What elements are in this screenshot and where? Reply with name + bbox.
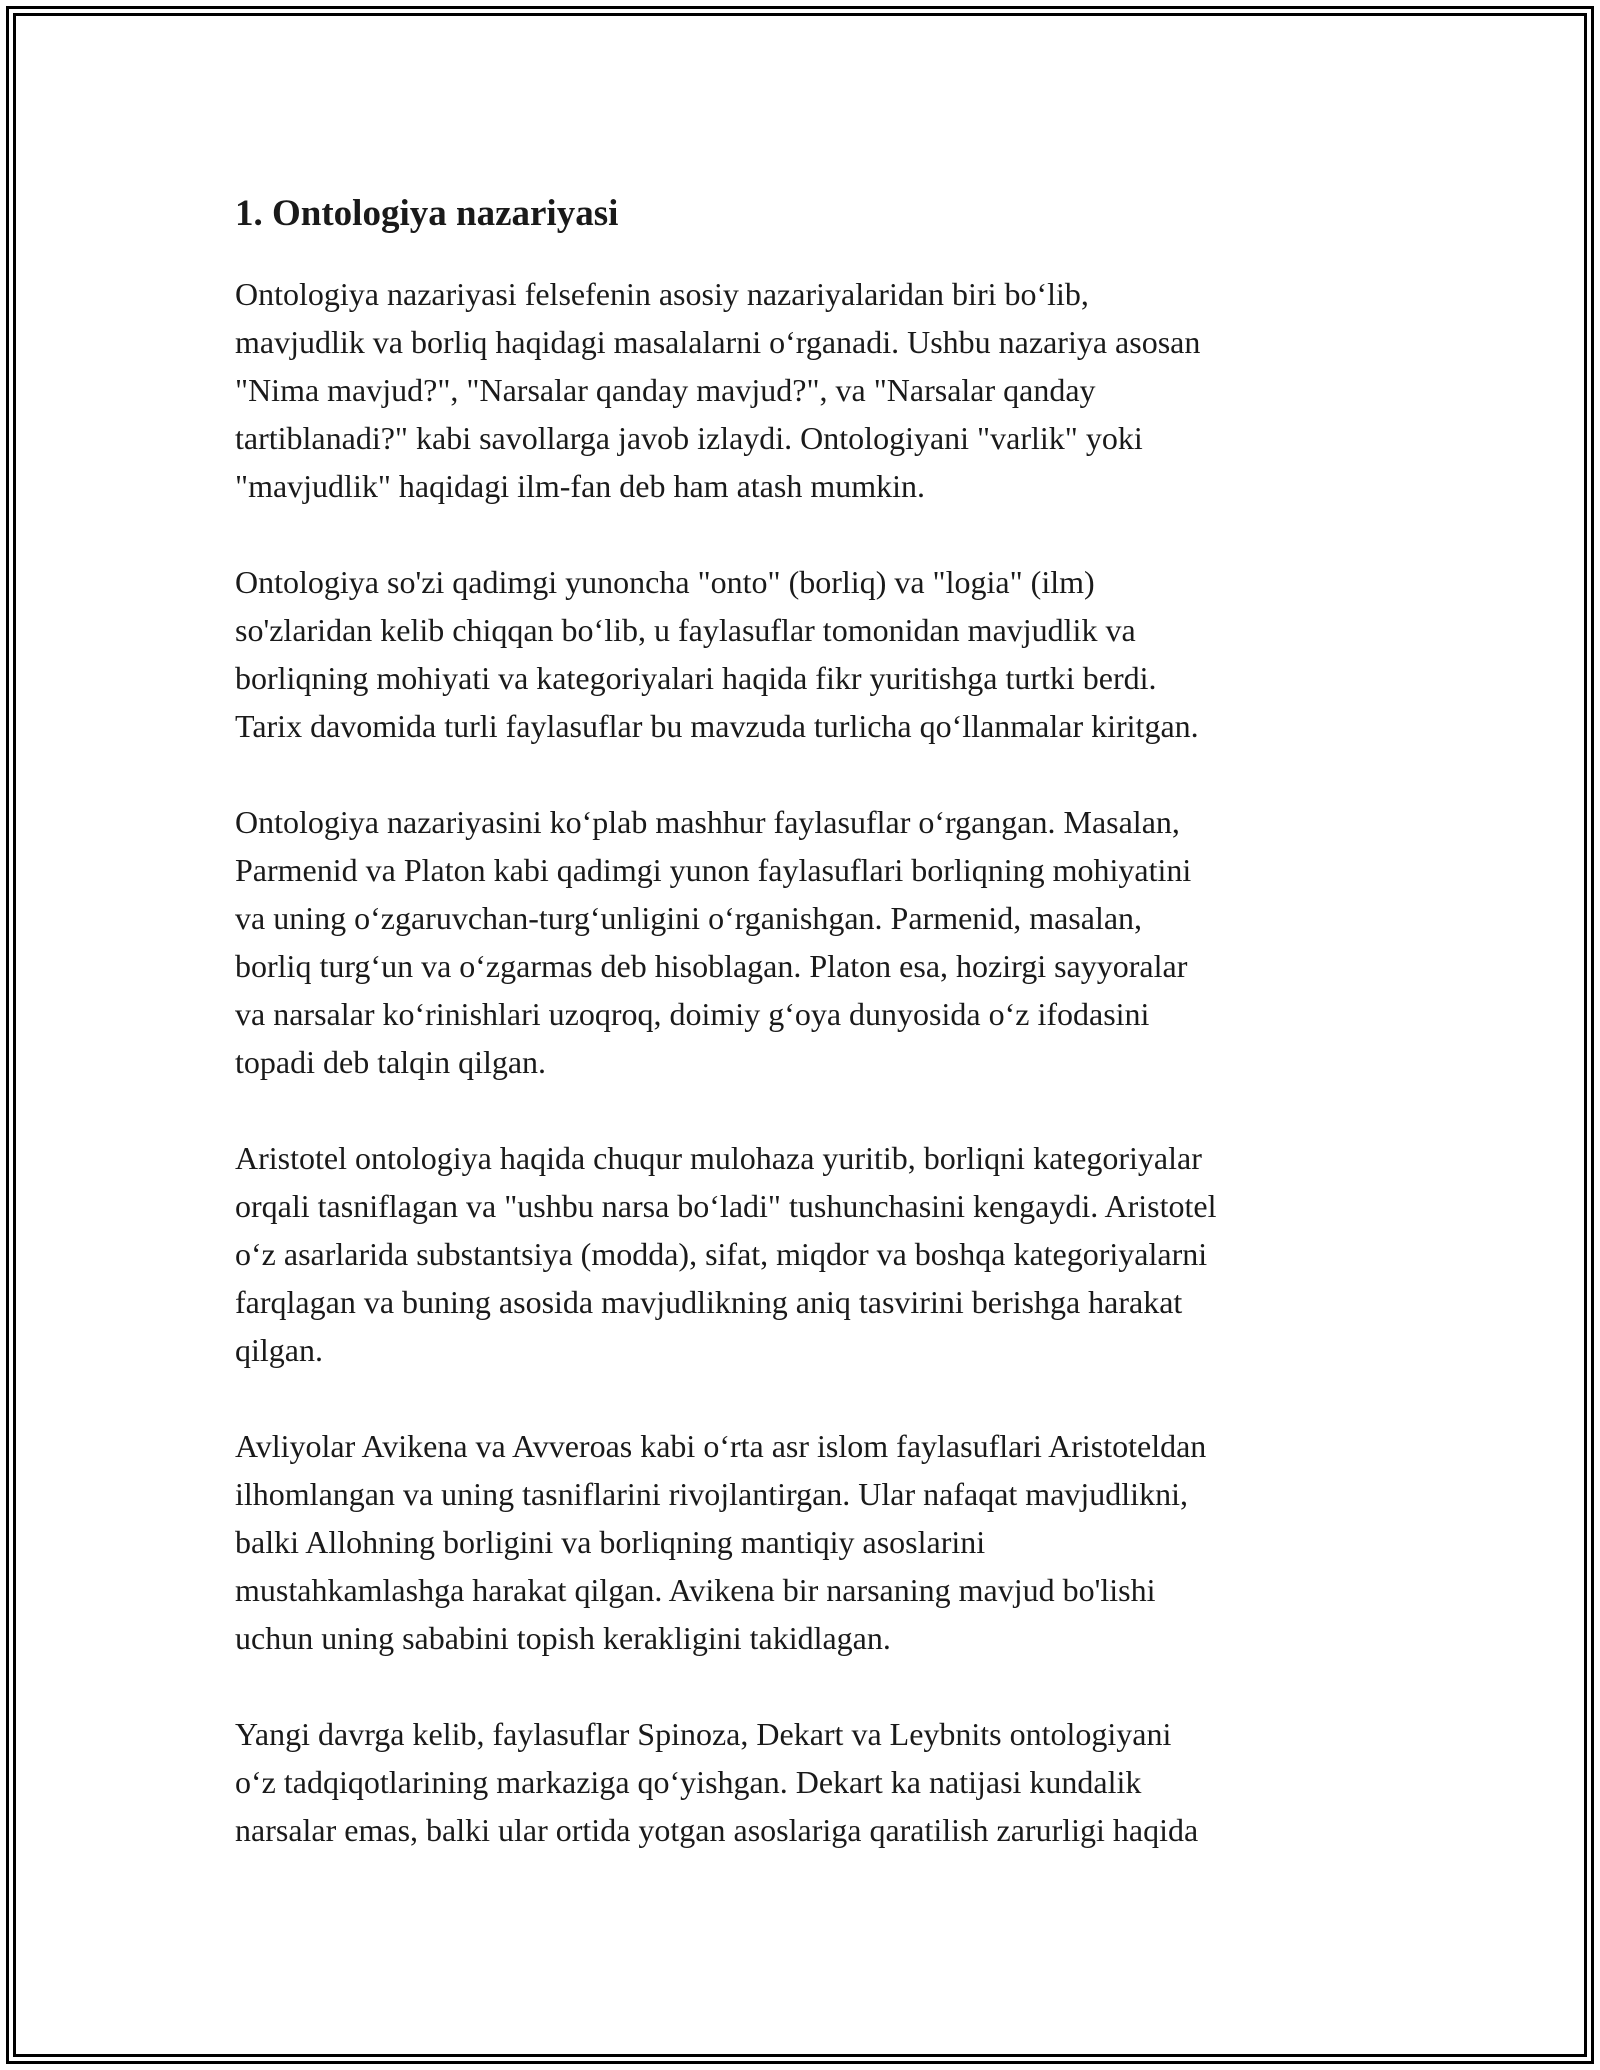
paragraph-aristotle: Aristotel ontologiya haqida chuqur mulohaza yuritib, borliqni kategoriyalar orqali tasniflagan va "ushbu narsa boʻladi" tushunchasini kengaydi. Aristotel oʻz asarlarida substantsiya (modda), sifat, miqdor va boshqa kategoriyalarni farqlagan va buning asosida mavjudlikning aniq tasvirini berishga harakat qilgan. xyxy=(235,1140,1217,1368)
paragraph-ontology-intro: Ontologiya nazariyasi felsefenin asosiy nazariyalaridan biri boʻlib, mavjudlik va borliq haqidagi masalalarni oʻrganadi. Ushbu nazariya asosan "Nima mavjud?", "Narsalar qanday mavjud?", va "Narsalar qanday tartiblanadi?" kabi savollarga javob izlaydi. Ontologiyani "varlik" yoki "mavjudlik" haqidagi ilm-fan deb ham atash mumkin. xyxy=(235,276,1201,504)
paragraph-islamic-philosophers: Avliyolar Avikena va Avveroas kabi oʻrta asr islom faylasuflari Aristoteldan ilhomlangan va uning tasniflarini rivojlantirgan. Ular nafaqat mavjudlikni, balki Allohning borligini va borliqning mantiqiy asoslarini mustahkamlashga harakat qilgan. Avikena bir narsaning mavjud bo'lishi uchun uning sababini topish kerakligini takidlagan. xyxy=(235,1428,1207,1656)
paragraph-etymology: Ontologiya so'zi qadimgi yunoncha "onto" (borliq) va "logia" (ilm) so'zlaridan kelib chiqqan boʻlib, u faylasuflar tomonidan mavjudlik va borliqning mohiyati va kategoriyalari haqida fikr yuritishga turtki berdi. Tarix davomida turli faylasuflar bu mavzuda turlicha qoʻllanmalar kiritgan. xyxy=(235,564,1199,744)
document-body xyxy=(235,184,1365,1854)
paragraph-modern-philosophers: Yangi davrga kelib, faylasuflar Spinoza, Dekart va Leybnits ontologiyani oʻz tadqiqotlarining markaziga qoʻyishgan. Dekart ka natijasi kundalik narsalar emas, balki ular ortida yotgan asoslariga qaratilish zarurligi haqida xyxy=(235,1716,1199,1848)
section-title: 1. Ontologiya nazariyasi xyxy=(235,193,619,234)
paragraph-greek-philosophers: Ontologiya nazariyasini koʻplab mashhur faylasuflar oʻrgangan. Masalan, Parmenid va Platon kabi qadimgi yunon faylasuflari borliqning mohiyatini va uning oʻzgaruvchan-turgʻunligini oʻrganishgan. Parmenid, masalan, borliq turgʻun va oʻzgarmas deb hisoblagan. Platon esa, hozirgi sayyoralar va narsalar koʻrinishlari uzoqroq, doimiy gʻoya dunyosida oʻz ifodasini topadi deb talqin qilgan. xyxy=(235,804,1192,1080)
